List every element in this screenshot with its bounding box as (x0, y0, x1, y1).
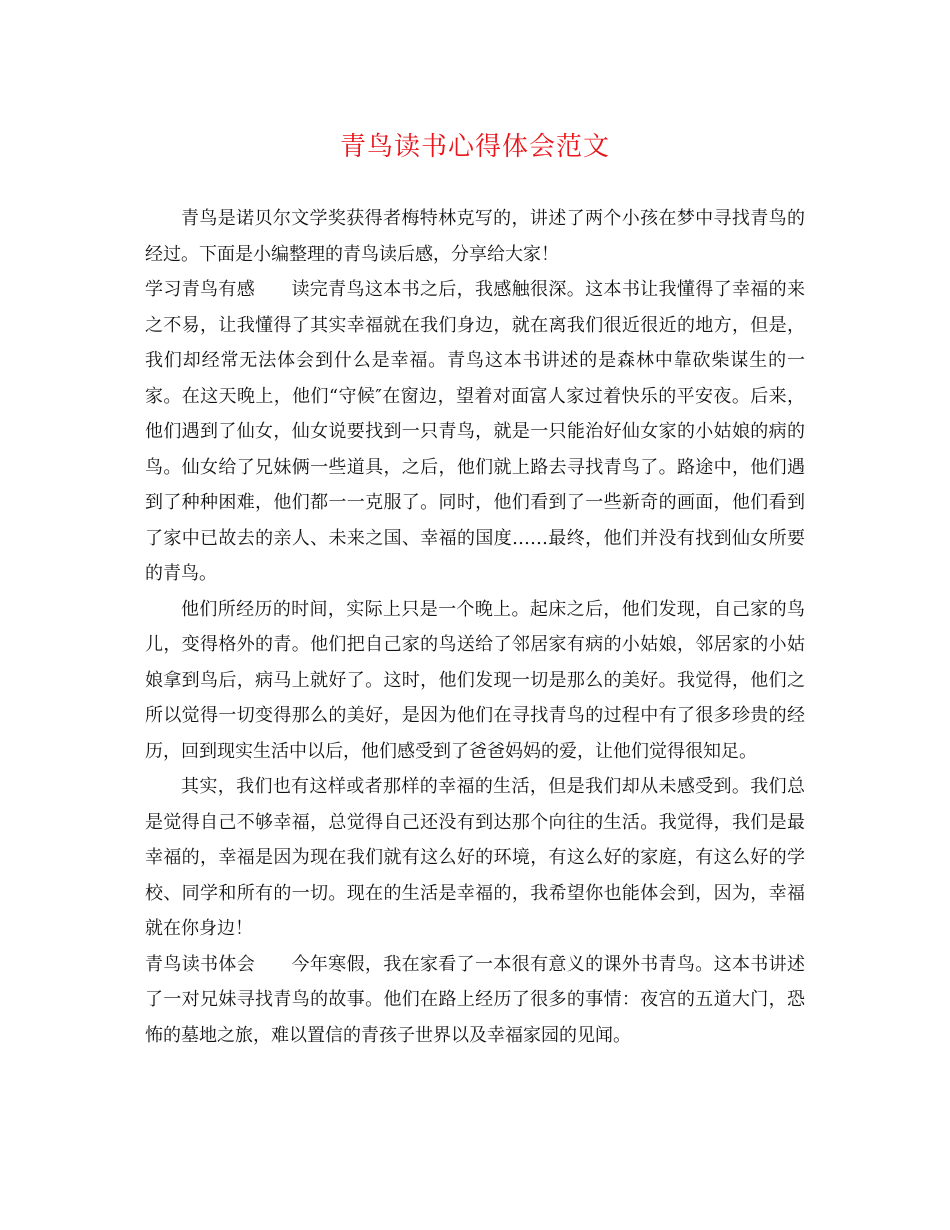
paragraph-experience (145, 592, 805, 770)
section-heading: 青鸟读书体会 (145, 953, 256, 975)
paragraph-text: 青鸟是诺贝尔文学奖获得者梅特林克写的，讲述了两个小孩在梦中寻找青鸟的经过。下面是小编整理的青鸟读后感，分享给大家！ (145, 208, 805, 265)
paragraph-happiness (145, 769, 805, 947)
paragraph-intro (145, 201, 805, 272)
section-heading: 学习青鸟有感 (145, 279, 256, 300)
paragraph-text: 读完青鸟这本书之后，我感触很深。这本书让我懂得了幸福的来之不易，让我懂得了其实幸福就在我们身边，就在离我们很近很近的地方，但是，我们却经常无法体会到什么是幸福。青鸟这本书讲述的是森林中靠砍柴谋生的一家。在这天晚上，他们“守候″在窗边，望着对面富人家过着快乐的平安夜。后来，他们遇到了仙女，仙女说要找到一只青鸟，就是一只能治好仙女家的小姑娘的病的鸟。仙女给了兄妹俩一些道具，之后，他们就上路去寻找青鸟了。路途中，他们遇到了种种困难，他们都一一克服了。同时，他们看到了一些新奇的画面，他们看到了家中已故去的亲人、未来之国、幸福的国度……最终，他们并没有找到仙女所要的青鸟。 (145, 279, 806, 584)
paragraph-text: 他们所经历的时间，实际上只是一个晚上。起床之后，他们发现，自己家的鸟儿，变得格外的青。他们把自己家的鸟送给了邻居家有病的小姑娘，邻居家的小姑娘拿到鸟后，病马上就好了。这时，他们发现一切是那么的美好。我觉得，他们之所以觉得一切变得那么的美好，是因为他们在寻找青鸟的过程中有了很多珍贵的经历，回到现实生活中以后，他们感受到了爸爸妈妈的爱，让他们觉得很知足。 (145, 598, 805, 762)
section-reading-experience (145, 947, 805, 1054)
paragraph-text: 今年寒假，我在家看了一本很有意义的课外书青鸟。这本书讲述了一对兄妹寻找青鸟的故事。他们在路上经历了很多的事情：夜宫的五道大门，恐怖的墓地之旅，难以置信的青孩子世界以及幸福家园的见闻。 (145, 953, 806, 1046)
document-title: 青鸟读书心得体会范文 (339, 132, 610, 162)
document-body (145, 201, 805, 1053)
paragraph-text: 其实，我们也有这样或者那样的幸福的生活，但是我们却从未感受到。我们总是觉得自己不够幸福，总觉得自己还没有到达那个向往的生活。我觉得，我们是最幸福的，幸福是因为现在我们就有这么好的环境，有这么好的家庭，有这么好的学校、同学和所有的一切。现在的生活是幸福的，我希望你也能体会到，因为，幸福就在你身边！ (145, 776, 805, 939)
section-study-feelings (145, 272, 805, 592)
